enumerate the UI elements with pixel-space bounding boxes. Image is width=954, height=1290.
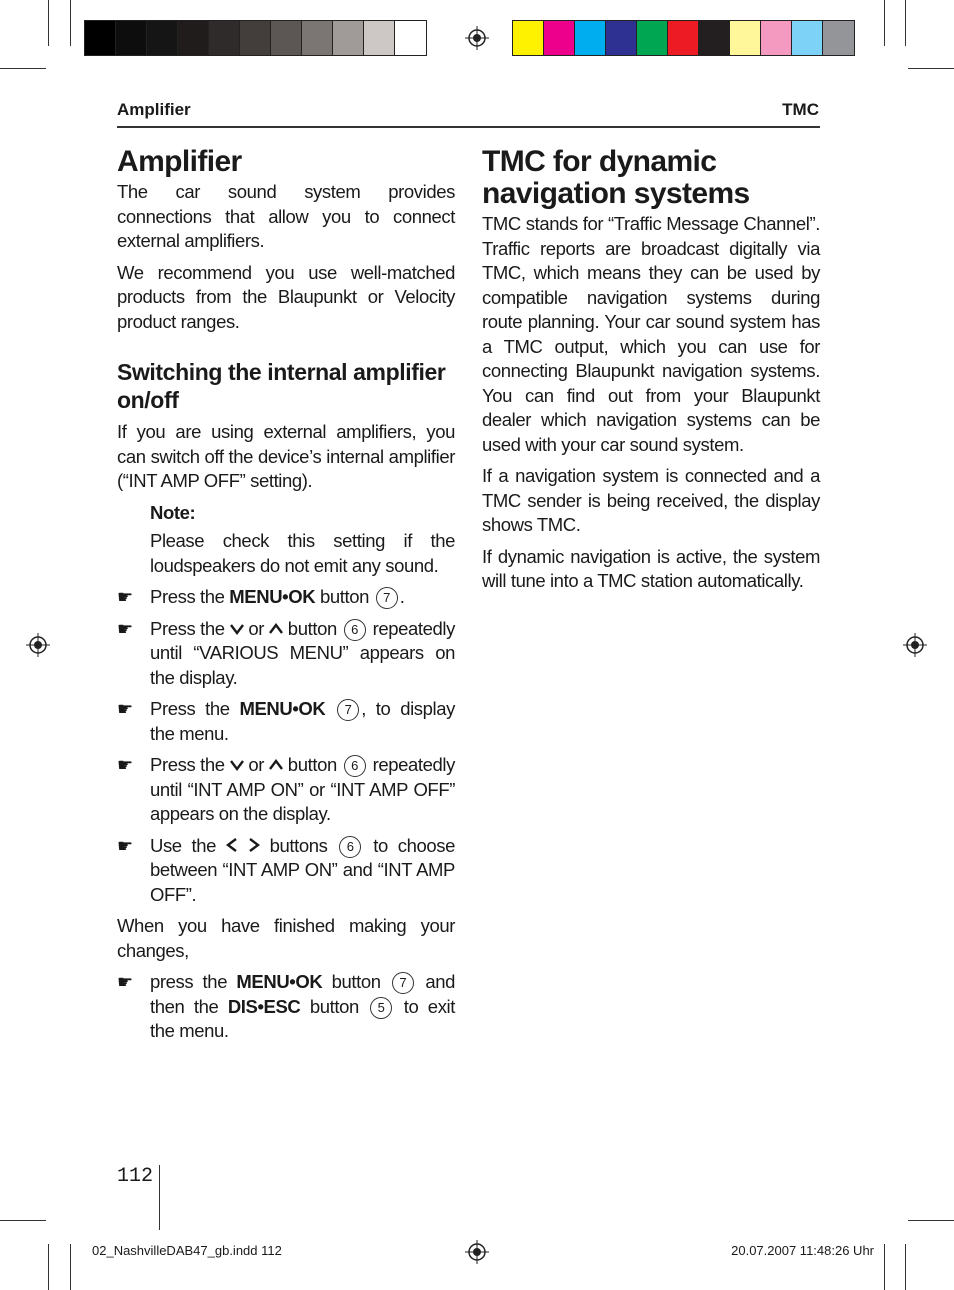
color-swatch [85,21,116,55]
menu-ok-button-label: MENU•OK [236,971,323,992]
note-label: Note: [150,501,196,523]
print-file-info: 02_NashvilleDAB47_gb.indd 112 [92,1243,282,1258]
paragraph: We recommend you use well-matched products from the Blaupunkt or Velocity product ranges. [117,261,455,332]
note-text: Please check this setting if the loudspeakers do not emit any sound. [150,530,455,576]
crop-mark [70,1244,71,1290]
registration-mark-icon [465,26,489,50]
note-box [150,501,455,579]
color-swatch [575,21,606,55]
section-title-amplifier: Amplifier [117,145,242,178]
crop-mark [905,0,906,46]
instruction-step: ☛ Press the or button 6 repeatedly until “INT AMP ON” or “INT AMP OFF” appears on the display. [117,754,455,824]
color-swatch [302,21,333,55]
color-swatch [178,21,209,55]
color-swatch [730,21,761,55]
crop-mark [905,1244,906,1290]
button-number-badge: 6 [344,755,366,777]
paragraph: If a navigation system is connected and a TMC sender is being received, the display shows TMC. [482,465,820,535]
chevron-right-icon [248,838,260,852]
color-swatch [792,21,823,55]
chevron-down-icon [230,759,244,771]
color-swatch [333,21,364,55]
menu-ok-button-label: MENU•OK [239,698,326,719]
crop-mark [0,1220,46,1221]
color-swatch [395,21,426,55]
color-swatch [544,21,575,55]
button-number-badge: 7 [376,587,398,609]
instruction-step: ☛ Use the buttons 6 to choose between “INT AMP ON” and “INT AMP OFF”. [117,834,455,905]
paragraph: If dynamic navigation is active, the system will tune into a TMC station automatically. [482,545,820,591]
instruction-step: ☛ press the MENU•OK button 7 and then the DIS•ESC button 5 to exit the menu. [117,971,455,1041]
crop-mark [48,1244,49,1290]
button-number-badge: 5 [370,997,392,1019]
color-swatch [699,21,730,55]
button-number-badge: 7 [392,972,414,994]
crop-mark [48,0,49,46]
subsection-title: Switching the internal amplifier on/off [117,359,446,413]
chevron-left-icon [226,838,238,852]
pointing-hand-icon: ☛ [117,972,133,992]
instruction-step: ☛ Press the MENU•OK 7 , to display the menu. [117,698,455,744]
chevron-down-icon [230,623,244,635]
button-number-badge: 6 [344,619,366,641]
dis-esc-button-label: DIS•ESC [227,995,301,1017]
color-swatch [240,21,271,55]
left-column [117,146,455,1051]
color-swatch [606,21,637,55]
registration-mark-icon [465,1240,489,1264]
right-column [482,146,820,601]
color-swatch [668,21,699,55]
menu-ok-button-label: MENU•OK [229,586,316,607]
pointing-hand-icon: ☛ [117,587,133,607]
registration-mark-icon [26,633,50,657]
chevron-up-icon [269,623,283,635]
registration-mark-icon [903,633,927,657]
color-swatch [761,21,792,55]
instruction-step: ☛ Press the or button 6 repeatedly until “VARIOUS MENU” appears on the display. [117,617,455,688]
crop-mark [908,1220,954,1221]
paragraph: If you are using external amplifiers, you can switch off the device’s internal amplifier (“INT AMP OFF” setting). [117,421,455,491]
header-rule [117,126,820,128]
button-number-badge: 6 [339,836,361,858]
color-swatch [271,21,302,55]
paragraph: When you have finished making your changes, [117,915,455,961]
page-number-rule [159,1165,160,1230]
color-swatch [513,21,544,55]
pointing-hand-icon: ☛ [117,618,133,639]
crop-mark [70,0,71,46]
pointing-hand-icon: ☛ [117,755,133,775]
color-swatch [116,21,147,55]
button-number-badge: 7 [337,699,359,721]
crop-mark [0,68,46,69]
pointing-hand-icon: ☛ [117,699,133,719]
color-calibration-bar [512,20,855,56]
crop-mark [884,1244,885,1290]
color-swatch [823,21,854,55]
grayscale-calibration-bar [84,20,427,56]
paragraph: The car sound system provides connections that allow you to connect external amplifiers. [117,181,455,251]
color-swatch [147,21,178,55]
running-header-right: TMC [782,100,819,119]
color-swatch [364,21,395,55]
paragraph: TMC stands for “Traffic Message Channel”. Traffic reports are broadcast digitally via TMC, which means they can be used by compatible navigation systems during route planning. Your car sound system has a TMC output, which you can use for connecting Blaupunkt navigation systems. You can find out from your Blaupunkt dealer which navigation systems can be used with your car sound system. [482,213,820,455]
print-date-info: 20.07.2007 11:48:26 Uhr [731,1243,874,1258]
crop-mark [908,68,954,69]
crop-mark [884,0,885,46]
page-number: 112 [117,1165,154,1188]
color-swatch [637,21,668,55]
pointing-hand-icon: ☛ [117,835,133,856]
chevron-up-icon [269,759,283,771]
section-title-tmc: TMC for dynamic navigation systems [482,145,750,210]
color-swatch [209,21,240,55]
instruction-step: ☛ Press the MENU•OK button 7 . [117,585,455,610]
running-header-left: Amplifier [117,100,191,119]
